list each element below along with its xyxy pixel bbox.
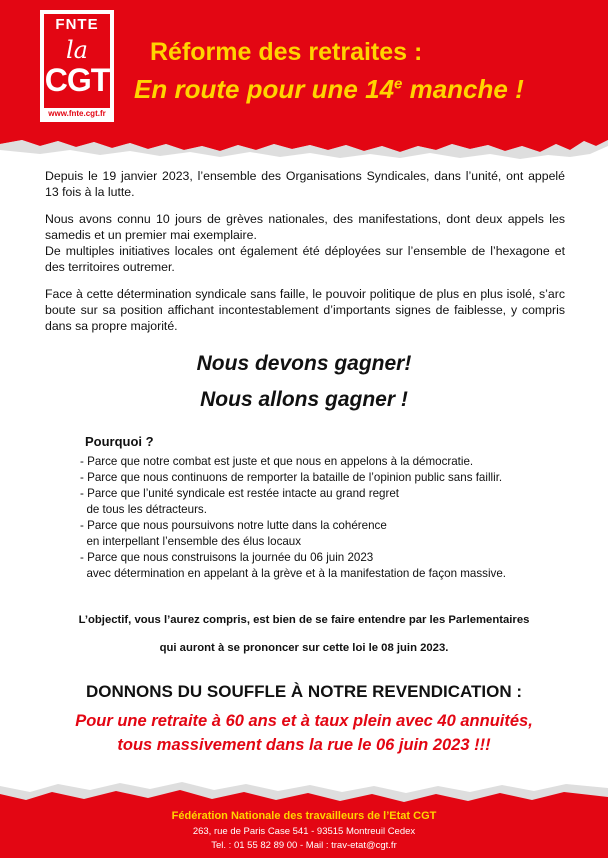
objective-line2: qui auront à se prononcer sur cette loi le 08 juin 2023. [159,642,449,654]
title-line1: Réforme des retraites : [150,38,423,66]
why-line: de tous les détracteurs. [80,503,207,516]
intro-section [45,168,565,345]
footer-contact: Tel. : 01 55 82 89 00 - Mail : trav-etat@cgt.fr [211,840,397,851]
why-list [80,454,560,582]
title-line2 [134,74,524,105]
why-line: avec détermination en appelant à la grève et à la manifestation de façon massive. [80,567,507,580]
why-title: Pourquoi ? [85,434,154,449]
logo-fnte: FNTE [55,16,99,33]
call-line2: tous massivement dans la rue le 06 juin 2023 !!! [117,736,491,754]
intro-paragraph-2: Nous avons connu 10 jours de grèves nationales, des manifestations, dont deux appels les samedis et un premier mai exemplaire. [45,212,565,242]
intro-paragraph-3: De multiples initiatives locales ont également été déployées sur l’ensemble de l’hexagone et des territoires outremer. [45,244,565,274]
header-banner [0,0,608,160]
why-line: - Parce que nous construisons la journée du 06 juin 2023 [80,551,374,564]
why-line: en interpellant l’ensemble des élus locaux [80,535,302,548]
why-line: - Parce que nous poursuivons notre lutte dans la cohérence [80,519,387,532]
title-line2-post: manche ! [402,74,524,104]
title-line2-pre: En route pour une 14 [134,74,395,104]
intro-paragraph-4: Face à cette détermination syndicale sans faille, le pouvoir politique de plus en plus isolé, s’arc boute sur sa position affichant incontestablement d’importants signes de faiblesse, y compris dans sa propre majorité. [45,287,565,333]
cgt-logo [38,8,116,124]
footer-address: 263, rue de Paris Case 541 - 93515 Montreuil Cedex [192,826,416,837]
objective-line1: L’objectif, vous l’aurez compris, est bien de se faire entendre par les Parlementaires [78,614,530,626]
title-line2-sup: e [394,75,403,93]
logo-url: www.fnte.cgt.fr [48,109,106,118]
slogan-line2: Nous allons gagner ! [200,388,408,411]
logo-cgt: CGT [44,62,110,98]
why-line: - Parce que notre combat est juste et que nous en appelons à la démocratie. [80,455,474,468]
slogan-line1: Nous devons gagner! [196,352,412,375]
why-line: - Parce que l’unité syndicale est restée intacte au grand regret [80,487,400,500]
call-line1: Pour une retraite à 60 ans et à taux plein avec 40 annuités, [75,712,533,730]
logo-red-block [44,14,110,108]
footer-banner [0,780,608,858]
why-line: - Parce que nous continuons de remporter la bataille de l’opinion public sans faillir. [80,471,503,484]
footer-title: Fédération Nationale des travailleurs de l’Etat CGT [171,810,437,822]
logo-la: la [66,36,88,64]
call-headline: DONNONS DU SOUFFLE À NOTRE REVENDICATION : [85,682,523,701]
intro-paragraph-1: Depuis le 19 janvier 2023, l’ensemble des Organisations Syndicales, dans l’unité, ont appelé 13 fois à la lutte. [45,169,565,199]
